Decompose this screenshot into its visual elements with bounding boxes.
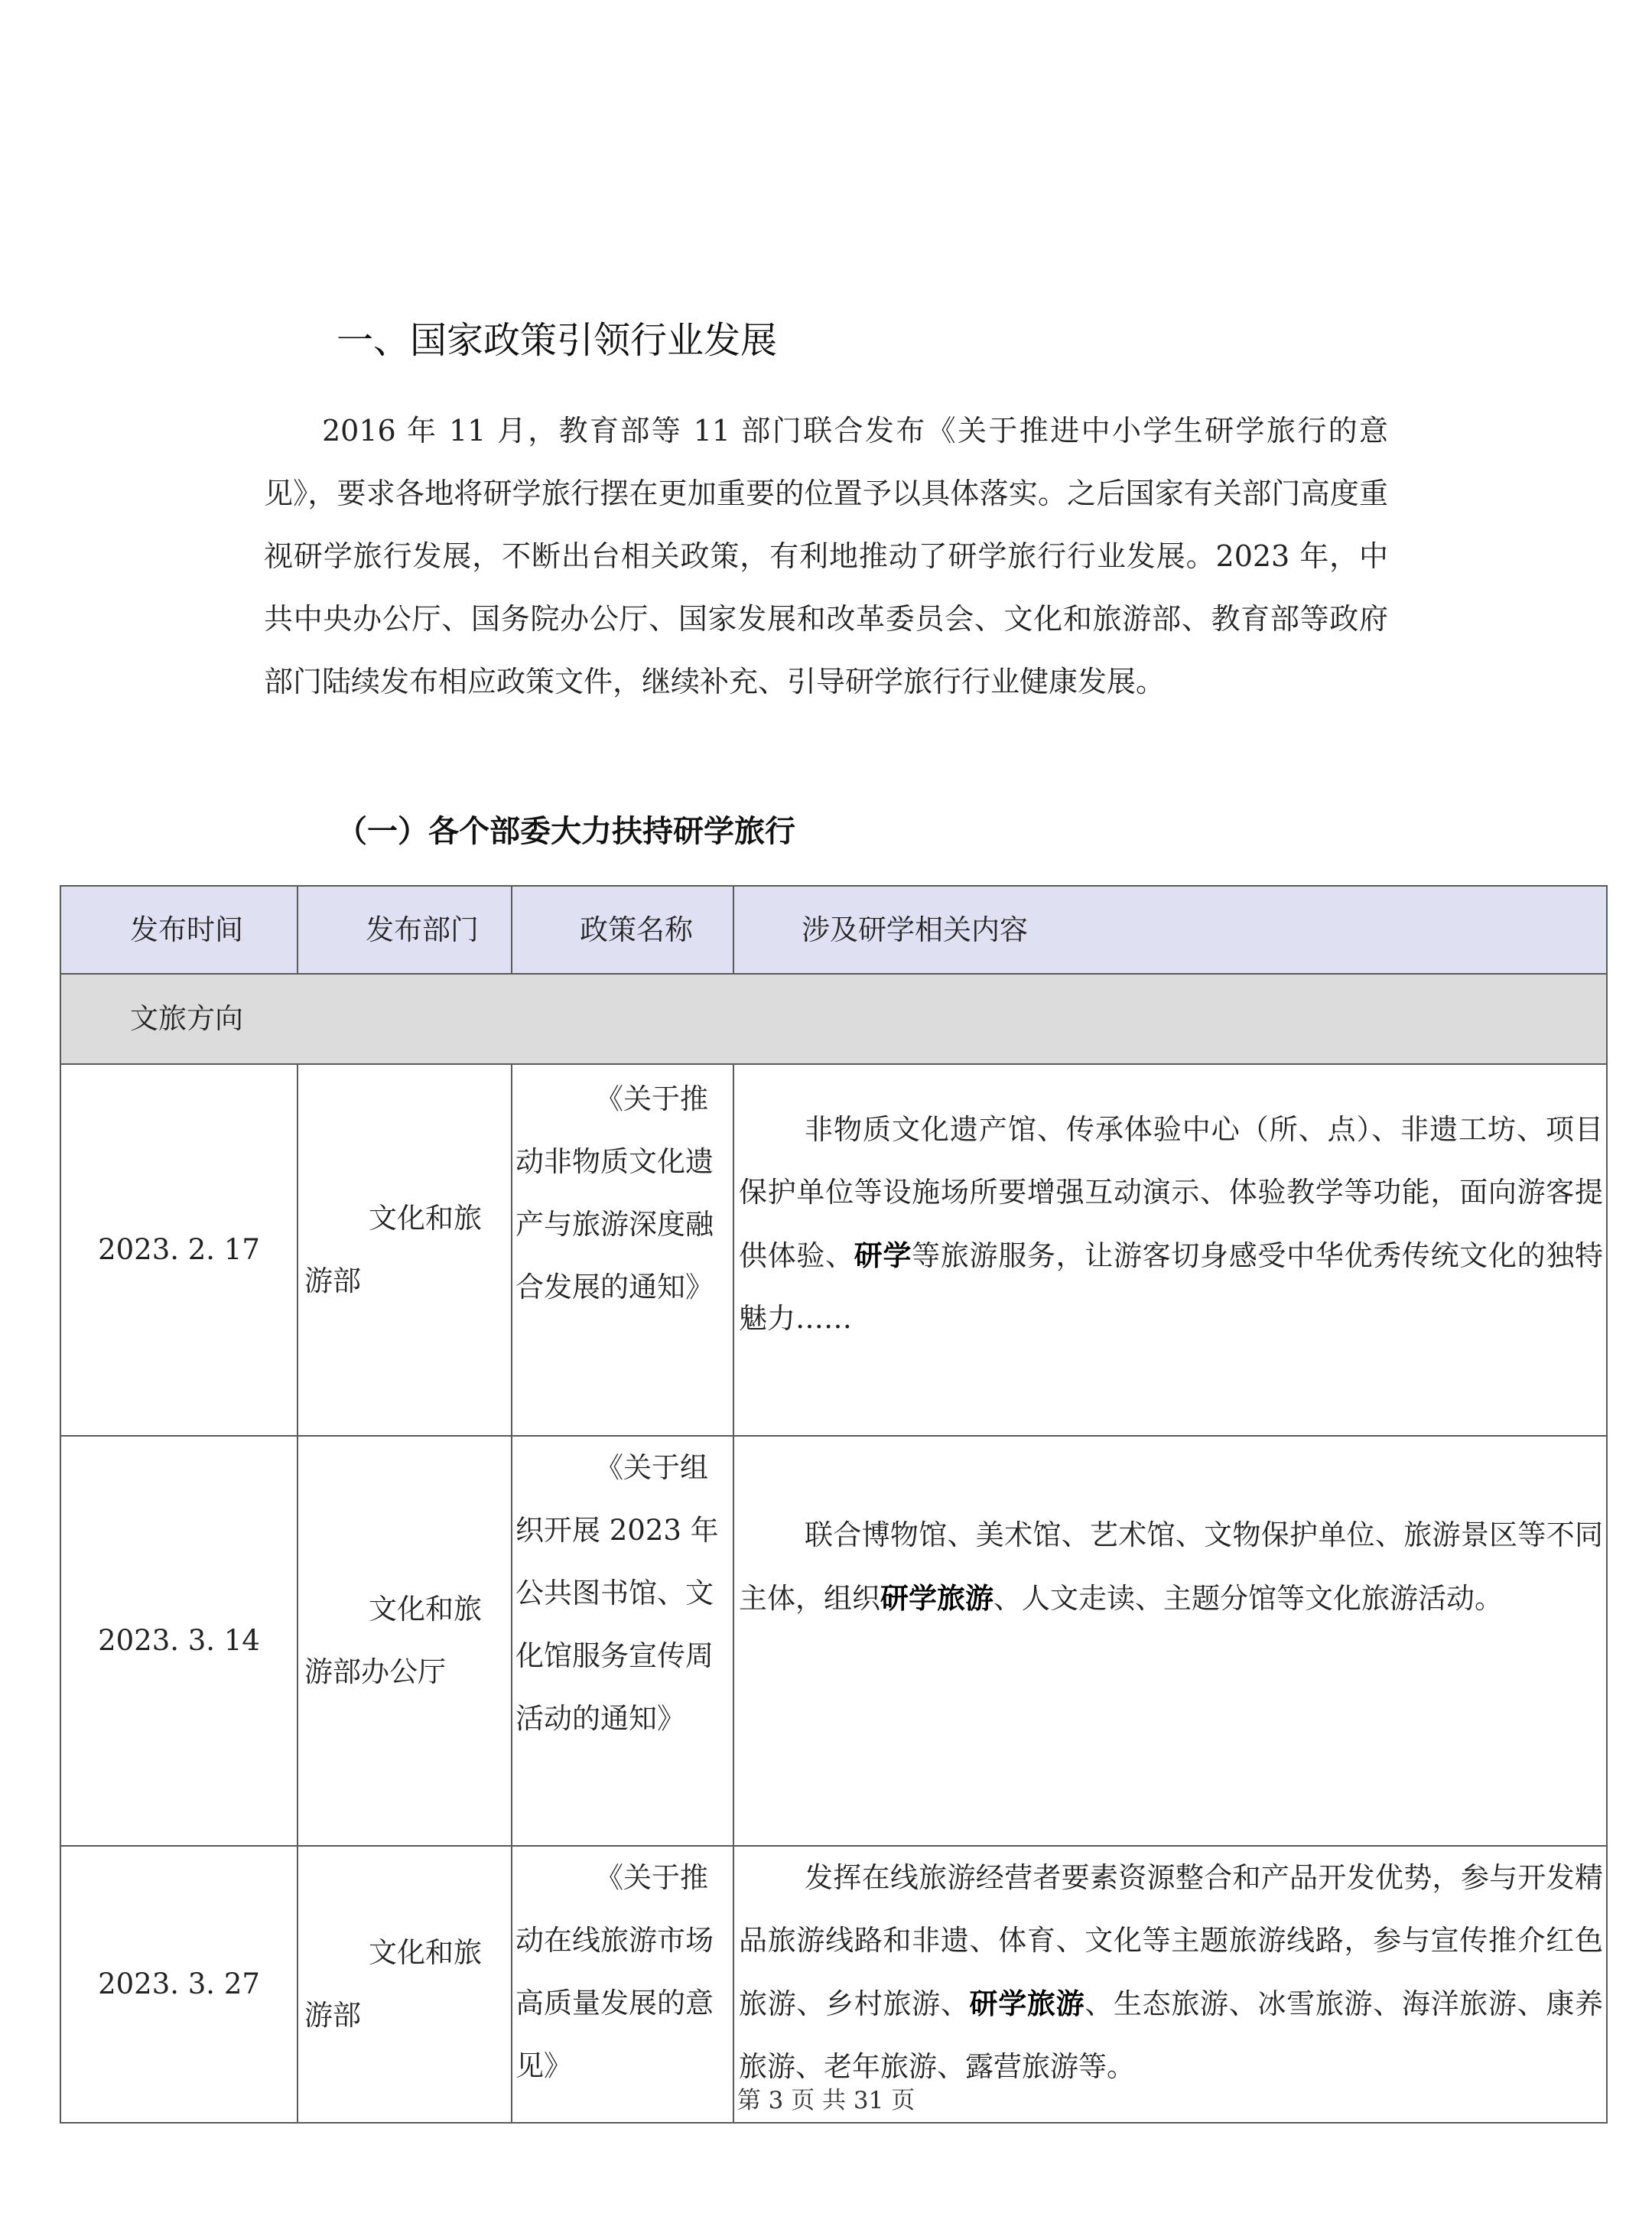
content-text: 、人文走读、主题分馆等文化旅游活动。 — [993, 1582, 1503, 1615]
page-number-footer: 第 3 页 共 31 页 — [737, 2087, 915, 2114]
content-text: 非物质文化遗产馆、传承体验中心（所、点）、非遗工坊、项目保护单位等设施场所要增强互动演示、体验教学等功能，面向游客提供体验、 — [739, 1113, 1603, 1272]
header-policy-name: 政策名称 — [512, 886, 733, 974]
table-header-row — [60, 886, 1607, 974]
row-content — [733, 1436, 1607, 1846]
category-row — [60, 974, 1607, 1064]
row-date: 2023. 3. 14 — [60, 1436, 298, 1846]
header-publish-time: 发布时间 — [60, 886, 298, 974]
content-text: 、生态旅游、冰雪旅游、海洋旅游、康养旅游、老年旅游、露营旅游等。 — [739, 1987, 1604, 2083]
row-department: 文化和旅游部 — [298, 1064, 512, 1436]
content-highlight: 研学 — [854, 1238, 912, 1272]
content-highlight: 研学旅游 — [880, 1581, 993, 1615]
subsection-title: （一）各个部委大力扶持研学旅行 — [337, 814, 795, 849]
row-department: 文化和旅游部办公厅 — [298, 1436, 512, 1846]
content-text: 发挥在线旅游经营者要素资源整合和产品开发优势，参与开发精品旅游线路和非遗、体育、文化等主题旅游线路，参与宣传推介红色旅游、乡村旅游、 — [739, 1861, 1603, 2020]
category-label: 文旅方向 — [60, 974, 1607, 1064]
intro-paragraph: 2016 年 11 月，教育部等 11 部门联合发布《关于推进中小学生研学旅行的意见》，要求各地将研学旅行摆在更加重要的位置予以具体落实。之后国家有关部门高度重视研学旅行发展，不断出台相关政策，有利地推动了研学旅行行业发展。2023 年，中共中央办公厅、国务院办公厅、国家发展和改革委员会、文化和旅游部、教育部等政府部门陆续发布相应政策文件，继续补充、引导研学旅行行业健康发展。 — [264, 414, 1388, 698]
section-title: 一、国家政策引领行业发展 — [337, 319, 778, 362]
header-related-content: 涉及研学相关内容 — [733, 886, 1607, 974]
row-policy-name: 《关于推动在线旅游市场高质量发展的意见》 — [512, 1846, 733, 2123]
row-date: 2023. 2. 17 — [60, 1064, 298, 1436]
content-highlight: 研学旅游 — [969, 1987, 1085, 2020]
header-department: 发布部门 — [298, 886, 512, 974]
table-row — [60, 1064, 1607, 1436]
content-text: 等旅游服务，让游客切身感受中华优秀传统文化的独特魅力…… — [739, 1239, 1604, 1335]
table-row — [60, 1436, 1607, 1846]
content-text: 联合博物馆、美术馆、艺术馆、文物保护单位、旅游景区等不同主体，组织 — [739, 1518, 1603, 1615]
row-policy-name: 《关于组织开展 2023 年公共图书馆、文化馆服务宣传周活动的通知》 — [512, 1436, 733, 1846]
row-content — [733, 1064, 1607, 1436]
row-policy-name: 《关于推动非物质文化遗产与旅游深度融合发展的通知》 — [512, 1064, 733, 1436]
policy-table — [60, 885, 1608, 2124]
row-department: 文化和旅游部 — [298, 1846, 512, 2123]
row-date: 2023. 3. 27 — [60, 1846, 298, 2123]
